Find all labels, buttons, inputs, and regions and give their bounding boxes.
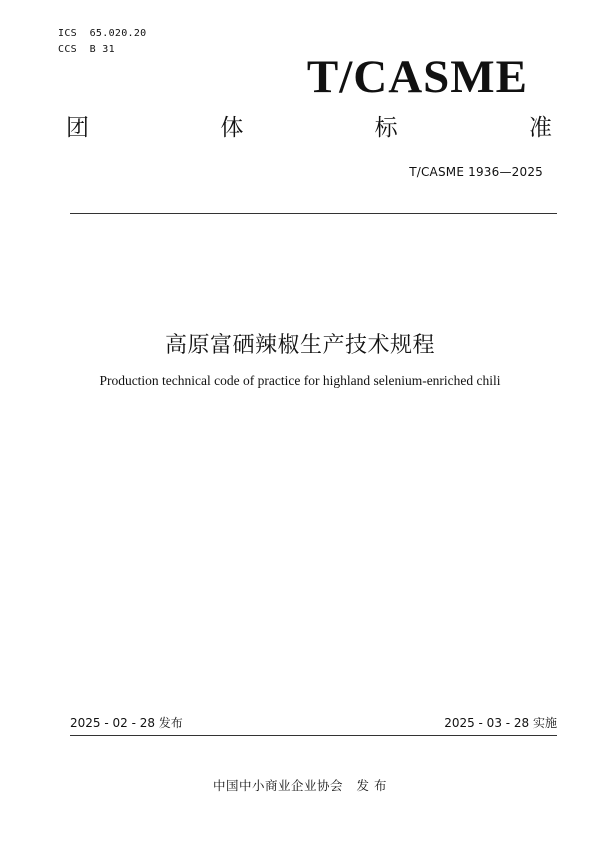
standard-type-char: 团	[66, 115, 89, 141]
ics-code: ICS 65.020.20	[58, 28, 147, 39]
issue-date: 2025 - 02 - 28 发布	[70, 716, 183, 730]
standard-type-char: 体	[220, 115, 244, 141]
organization-code-heading: T/CASME	[306, 51, 528, 103]
standard-type-heading	[66, 117, 552, 140]
document-title-english: Production technical code of practice for highland selenium-enriched chili	[99, 373, 501, 388]
implementation-date: 2025 - 03 - 28 实施	[444, 716, 557, 730]
ccs-code: CCS B 31	[58, 44, 115, 55]
bottom-divider	[70, 735, 557, 736]
top-divider	[70, 213, 557, 214]
standard-type-char: 准	[528, 115, 552, 141]
standard-number: T/CASME 1936—2025	[409, 165, 543, 179]
standard-type-char: 标	[374, 115, 398, 141]
publisher-line: 中国中小商业企业协会 发 布	[213, 778, 387, 793]
document-title-chinese: 高原富硒辣椒生产技术规程	[164, 333, 435, 358]
